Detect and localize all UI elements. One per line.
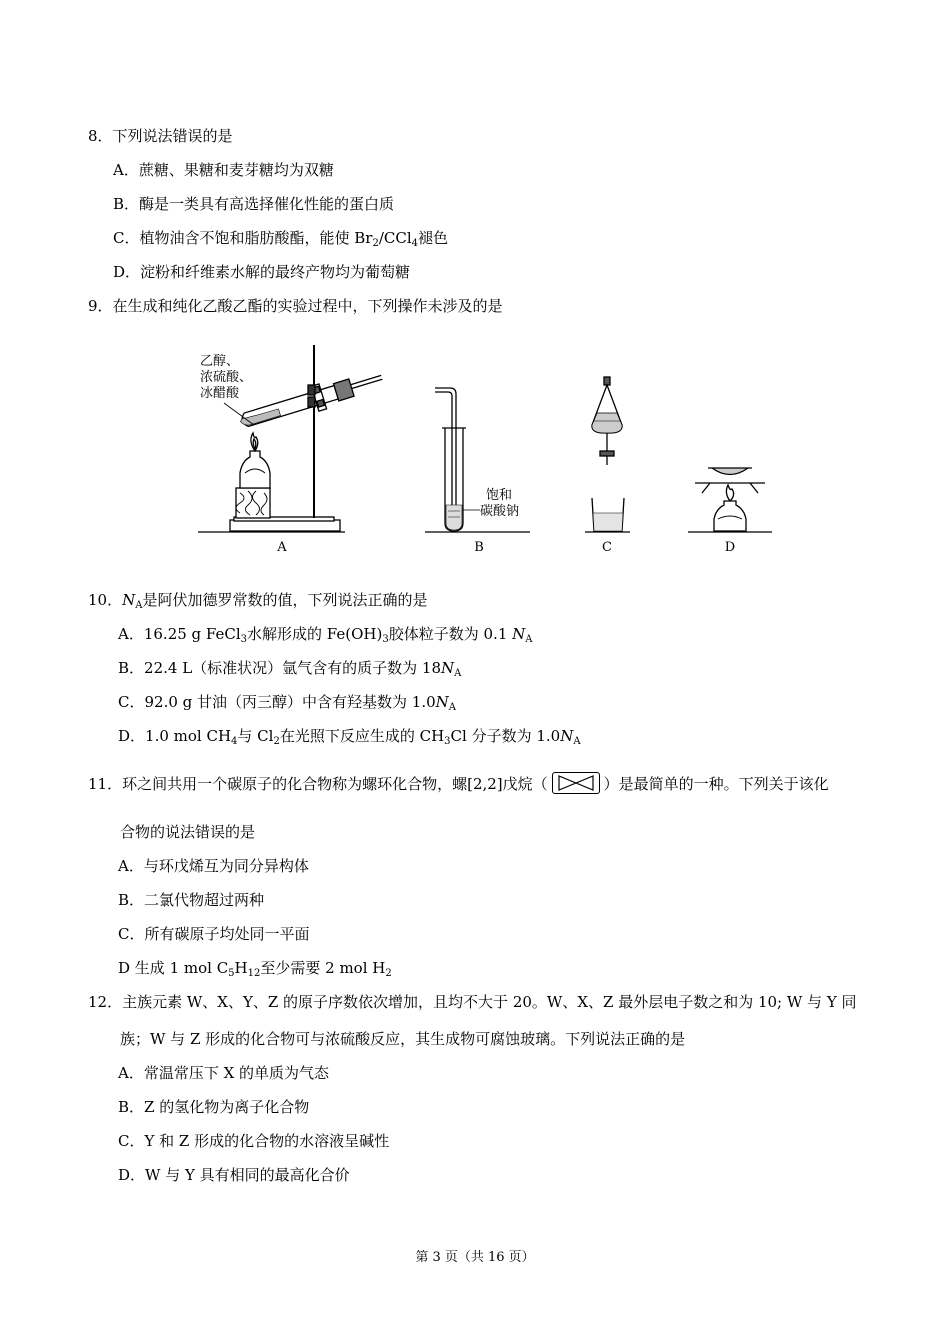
q10-option-b: B．22.4 L（标准状况）氩气含有的质子数为 $18N_A$: [118, 659, 462, 679]
page-footer: 第 3 页（共 16 页）: [415, 1250, 535, 1265]
label-saturated-1: 饱和: [486, 488, 513, 503]
fig-label-c: C: [602, 540, 612, 555]
q11-option-d: D 生成 1 mol $C_5H_{12}$至少需要 2 mol $H_2$: [118, 959, 392, 979]
q8-option-d: D．淀粉和纤维素水解的最终产物均为葡萄糖: [113, 263, 411, 281]
fig-label-a: A: [277, 540, 287, 555]
apparatus-d: [688, 468, 772, 532]
apparatus-c: [585, 377, 630, 532]
q8-option-c: C．植物油含不饱和脂肪酸酯，能使 $Br_2/CCl_4$褪色: [113, 229, 449, 249]
q8-option-b: B．酶是一类具有高选择催化性能的蛋白质: [113, 195, 395, 213]
q10-option-d: D．1.0 mol $CH_4$与 $Cl_2$在光照下反应生成的 $CH_3Cl$ 分子数为 $1.0N_A$: [118, 727, 581, 747]
q11-stem-line2: 合物的说法错误的是: [120, 823, 256, 841]
q12-option-a: A．常温常压下 X 的单质为气态: [118, 1064, 330, 1082]
q11-option-a: A．与环戊烯互为同分异构体: [118, 857, 309, 875]
q10-option-a: A．16.25 g FeCl$_3$水解形成的 $Fe(OH)_3$胶体粒子数为 0.1 $N_A$: [118, 625, 533, 645]
q12-option-d: D．W 与 Y 具有相同的最高化合价: [118, 1166, 350, 1184]
fig-label-b: B: [474, 540, 484, 555]
label-reagents-3: 冰醋酸: [200, 386, 240, 401]
q11-option-b: B．二氯代物超过两种: [118, 891, 265, 909]
q12-option-b: B．Z 的氢化物为离子化合物: [118, 1098, 310, 1116]
label-reagents-1: 乙醇、: [200, 354, 240, 369]
q10-option-c: C．92.0 g 甘油（丙三醇）中含有羟基数为 $1.0N_A$: [118, 693, 456, 713]
fig-label-d: D: [724, 540, 736, 555]
q10-stem: 10．$N_A$是阿伏加德罗常数的值，下列说法正确的是: [88, 591, 428, 611]
label-reagents-2: 浓硫酸、: [200, 370, 253, 385]
q12-stem-line2: 族；W 与 Z 形成的化合物可与浓硫酸反应，其生成物可腐蚀玻璃。下列说法正确的是: [120, 1030, 686, 1048]
q8-stem: 8．下列说法错误的是: [88, 127, 233, 145]
q8-option-a: A．蔗糖、果糖和麦芽糖均为双糖: [113, 161, 334, 179]
spiropentane-structure-icon: [552, 772, 600, 794]
q12-option-c: C．Y 和 Z 形成的化合物的水溶液呈碱性: [118, 1132, 390, 1150]
label-saturated-2: 碳酸钠: [480, 504, 520, 519]
q11-option-c: C．所有碳原子均处同一平面: [118, 925, 310, 943]
q12-stem-line1: 12．主族元素 W、X、Y、Z 的原子序数依次增加，且均不大于 20。W、X、Z 最外层电子数之和为 10; W 与 Y 同: [88, 993, 857, 1011]
q9-apparatus-figure: [190, 333, 780, 563]
q11-stem-line1: 11．环之间共用一个碳原子的化合物称为螺环化合物，螺[2,2]戊烷（ ）是最简单的一种。下列关于该化: [88, 772, 829, 794]
q9-stem: 9．在生成和纯化乙酸乙酯的实验过程中，下列操作未涉及的是: [88, 297, 503, 315]
